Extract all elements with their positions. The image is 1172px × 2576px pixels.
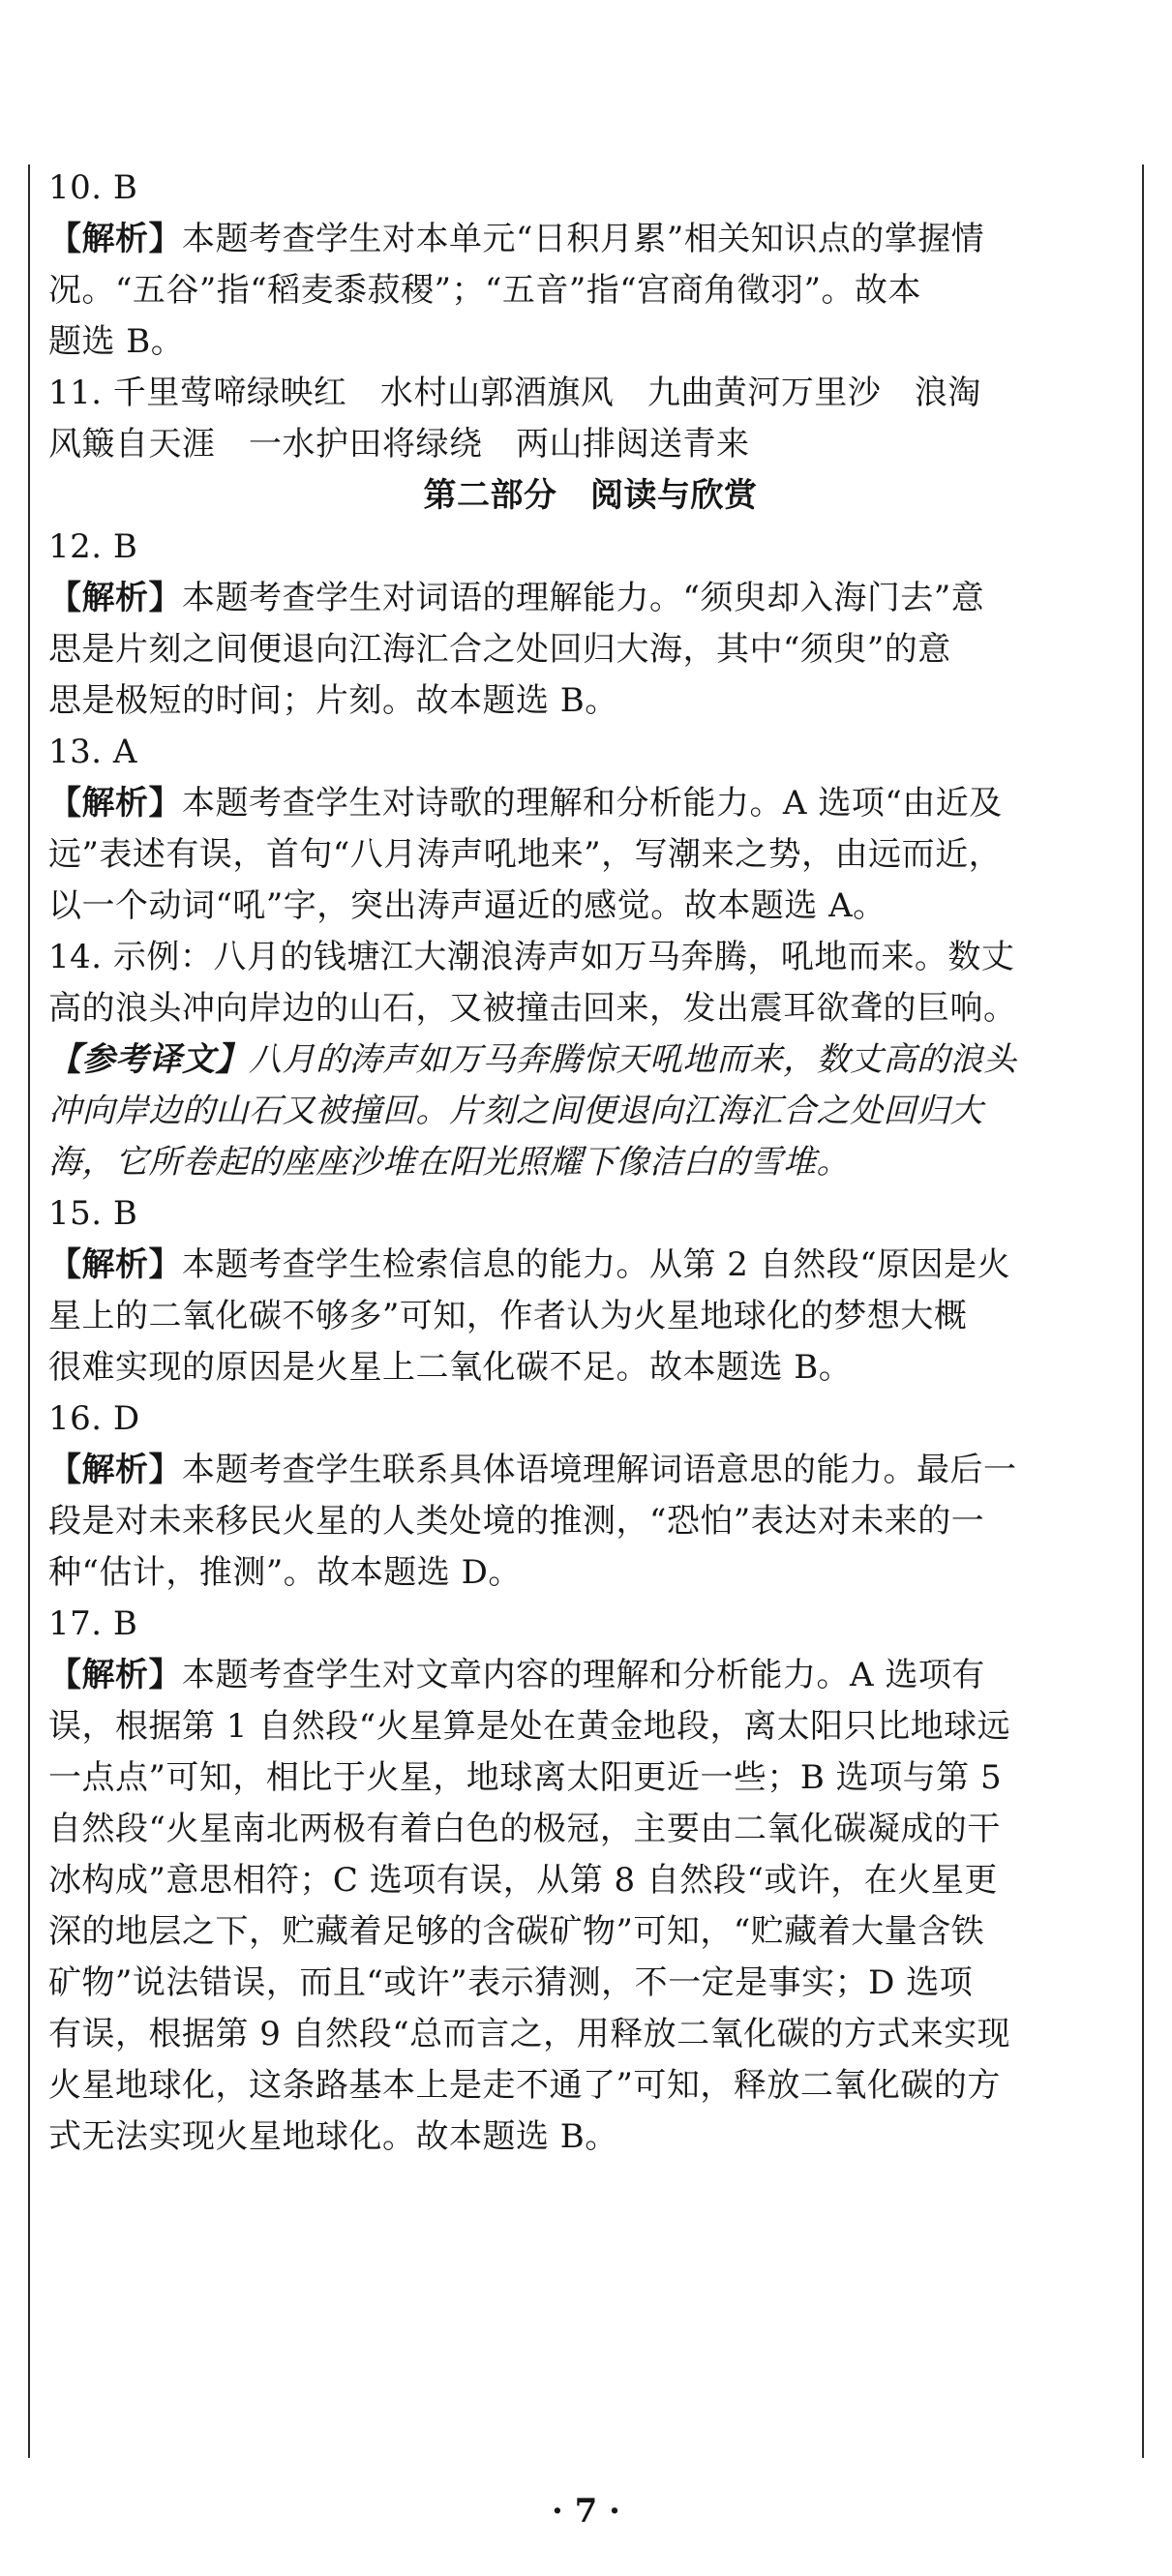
- analysis-line: 思是极短的时间；片刻。故本题选 B。: [48, 681, 618, 720]
- translation-line: 海，它所卷起的座座沙堆在阳光照耀下像洁白的雪堆。: [48, 1143, 850, 1182]
- analysis-text: 本题考查学生对诗歌的理解和分析能力。A 选项“由近及: [182, 784, 1003, 823]
- analysis-text: 本题考查学生对文章内容的理解和分析能力。A 选项有: [182, 1656, 985, 1694]
- answer-number: 10. B: [48, 168, 138, 207]
- right-border-rule: [1142, 165, 1144, 2458]
- analysis-line: 星上的二氧化碳不够多”可知，作者认为火星地球化的梦想大概: [48, 1297, 968, 1335]
- page-content: [48, 163, 1132, 2163]
- analysis-tag: 【解析】: [48, 1656, 182, 1694]
- answer-line: 14. 示例：八月的钱塘江大潮浪涛声如万马奔腾，吼地而来。数丈: [48, 938, 1015, 976]
- answer-number: 12. B: [48, 527, 138, 566]
- analysis-line: 段是对未来移民火星的人类处境的推测，“恐怕”表达对未来的一: [48, 1502, 985, 1541]
- analysis-tag: 【解析】: [48, 784, 182, 823]
- analysis-line: 以一个动词“吼”字，突出涛声逼近的感觉。故本题选 A。: [48, 886, 887, 925]
- section-heading: 第二部分 阅读与欣赏: [423, 476, 758, 515]
- analysis-line: [48, 778, 1132, 829]
- analysis-line: 一点点”可知，相比于火星，地球离太阳更近一些；B 选项与第 5: [48, 1758, 1003, 1797]
- translation-line: 冲向岸边的山石又被撞回。片刻之间便退向江海汇合之处回归大: [48, 1092, 983, 1130]
- analysis-line: [48, 1445, 1132, 1496]
- analysis-tag: 【解析】: [48, 1245, 182, 1284]
- left-border-rule: [28, 165, 30, 2458]
- analysis-text: 本题考查学生对词语的理解能力。“须臾却入海门去”意: [182, 579, 985, 617]
- analysis-line: 况。“五谷”指“稻麦黍菽稷”；“五音”指“宫商角徵羽”。故本: [48, 271, 922, 310]
- analysis-line: 深的地层之下，贮藏着足够的含碳矿物”可知，“贮藏着大量含铁: [48, 1912, 985, 1951]
- answer-line: 11. 千里莺啼绿映红 水村山郭酒旗风 九曲黄河万里沙 浪淘: [48, 374, 981, 412]
- analysis-line: [48, 1650, 1132, 1701]
- page-number: · 7 ·: [551, 2492, 620, 2531]
- answer-number: 13. A: [48, 733, 137, 771]
- analysis-line: 误，根据第 1 自然段“火星算是处在黄金地段，离太阳只比地球远: [48, 1707, 1011, 1746]
- analysis-tag: 【解析】: [48, 1451, 182, 1489]
- analysis-line: 题选 B。: [48, 322, 185, 361]
- analysis-line: 自然段“火星南北两极有着白色的极冠，主要由二氧化碳凝成的干: [48, 1810, 1001, 1848]
- answer-number: 17. B: [48, 1604, 138, 1643]
- analysis-line: 很难实现的原因是火星上二氧化碳不足。故本题选 B。: [48, 1348, 853, 1387]
- answer-number: 15. B: [48, 1194, 138, 1233]
- answer-line: 高的浪头冲向岸边的山石，又被撞击回来，发出震耳欲聋的巨响。: [48, 989, 1017, 1028]
- analysis-line: 远”表述有误，首句“八月涛声吼地来”，写潮来之势，由远而近，: [48, 835, 1003, 874]
- analysis-line: 式无法实现火星地球化。故本题选 B。: [48, 2117, 618, 2156]
- analysis-tag: 【解析】: [48, 220, 182, 258]
- translation-tag: 【参考译文】: [48, 1040, 249, 1079]
- analysis-text: 本题考查学生联系具体语境理解词语意思的能力。最后一: [182, 1451, 1017, 1489]
- answer-number: 16. D: [48, 1399, 140, 1438]
- analysis-line: 种“估计，推测”。故本题选 D。: [48, 1553, 522, 1592]
- analysis-line: 火星地球化，这条路基本上是走不通了”可知，释放二氧化碳的方: [48, 2066, 1001, 2105]
- translation-text: 八月的涛声如万马奔腾惊天吼地而来，数丈高的浪头: [249, 1040, 1017, 1079]
- analysis-line: 矿物”说法错误，而且“或许”表示猜测，不一定是事实；D 选项: [48, 1963, 974, 2002]
- translation-line: [48, 1034, 1132, 1086]
- analysis-tag: 【解析】: [48, 579, 182, 617]
- analysis-text: 本题考查学生检索信息的能力。从第 2 自然段“原因是火: [182, 1245, 1011, 1284]
- analysis-text: 本题考查学生对本单元“日积月累”相关知识点的掌握情: [182, 220, 985, 258]
- analysis-line: 有误，根据第 9 自然段“总而言之，用释放二氧化碳的方式来实现: [48, 2015, 1011, 2053]
- answer-line: 风簸自天涯 一水护田将绿绕 两山排闼送青来: [48, 425, 750, 464]
- analysis-line: [48, 573, 1132, 624]
- analysis-line: [48, 214, 1132, 265]
- analysis-line: [48, 1240, 1132, 1291]
- analysis-line: 思是片刻之间便退向江海汇合之处回归大海，其中“须臾”的意: [48, 630, 951, 669]
- analysis-line: 冰构成”意思相符；C 选项有误，从第 8 自然段“或许，在火星更: [48, 1861, 998, 1900]
